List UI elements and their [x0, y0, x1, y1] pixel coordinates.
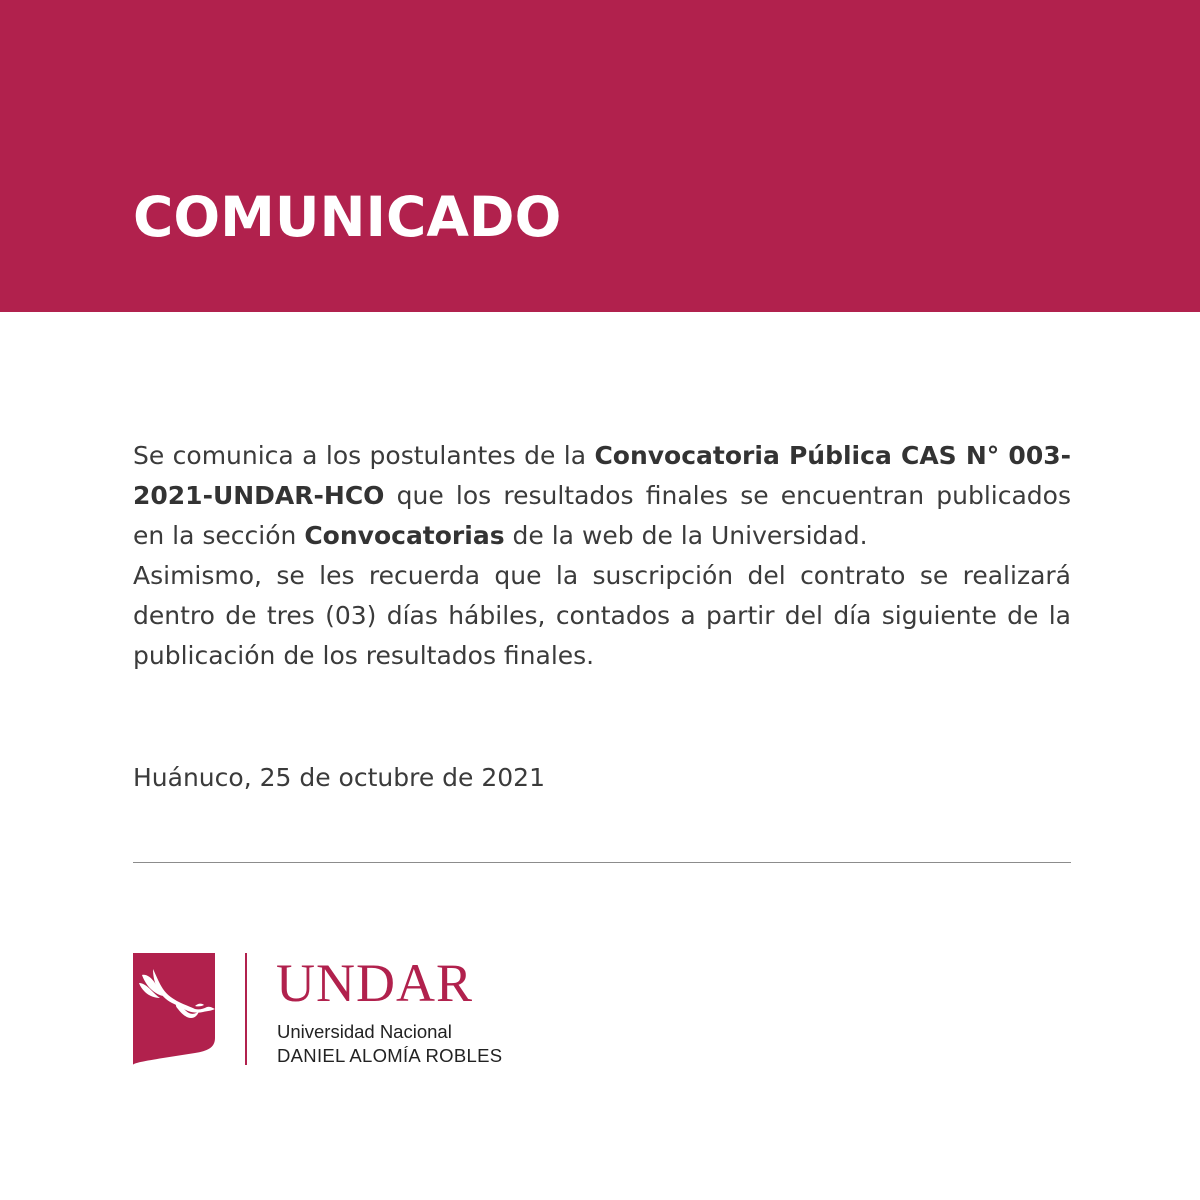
university-line-1: Universidad Nacional: [277, 1021, 452, 1042]
paragraph-1-intro: Se comunica a los postulantes de la: [133, 441, 595, 470]
section-name: Convocatorias: [304, 521, 505, 550]
header-banner: [0, 0, 1200, 312]
paragraph-1-end: de la web de la Universidad.: [504, 521, 868, 550]
brand-name: UNDAR: [276, 953, 474, 1013]
paragraph-2: Asimismo, se les recuerda que la suscripción del contrato se realizará dentro de tres (03) días hábiles, contados a partir del día siguiente de la publicación de los resultados finales.: [133, 561, 1071, 670]
condor-emblem-icon: [133, 953, 215, 1065]
call-name: Convocatoria Pública CAS N° 003-2021-UNDAR-HCO: [133, 441, 1071, 510]
paragraph-1-middle: que los resultados finales se encuentran publicados en la sección: [133, 481, 1071, 550]
date-line: Huánuco, 25 de octubre de 2021: [133, 763, 545, 792]
logo-separator: [245, 953, 247, 1065]
paragraph-1: [133, 436, 1071, 556]
university-line-2: DANIEL ALOMÍA ROBLES: [277, 1045, 503, 1066]
page-title: COMUNICADO: [133, 185, 562, 249]
announcement-body: [133, 436, 1071, 676]
divider: [133, 862, 1071, 863]
